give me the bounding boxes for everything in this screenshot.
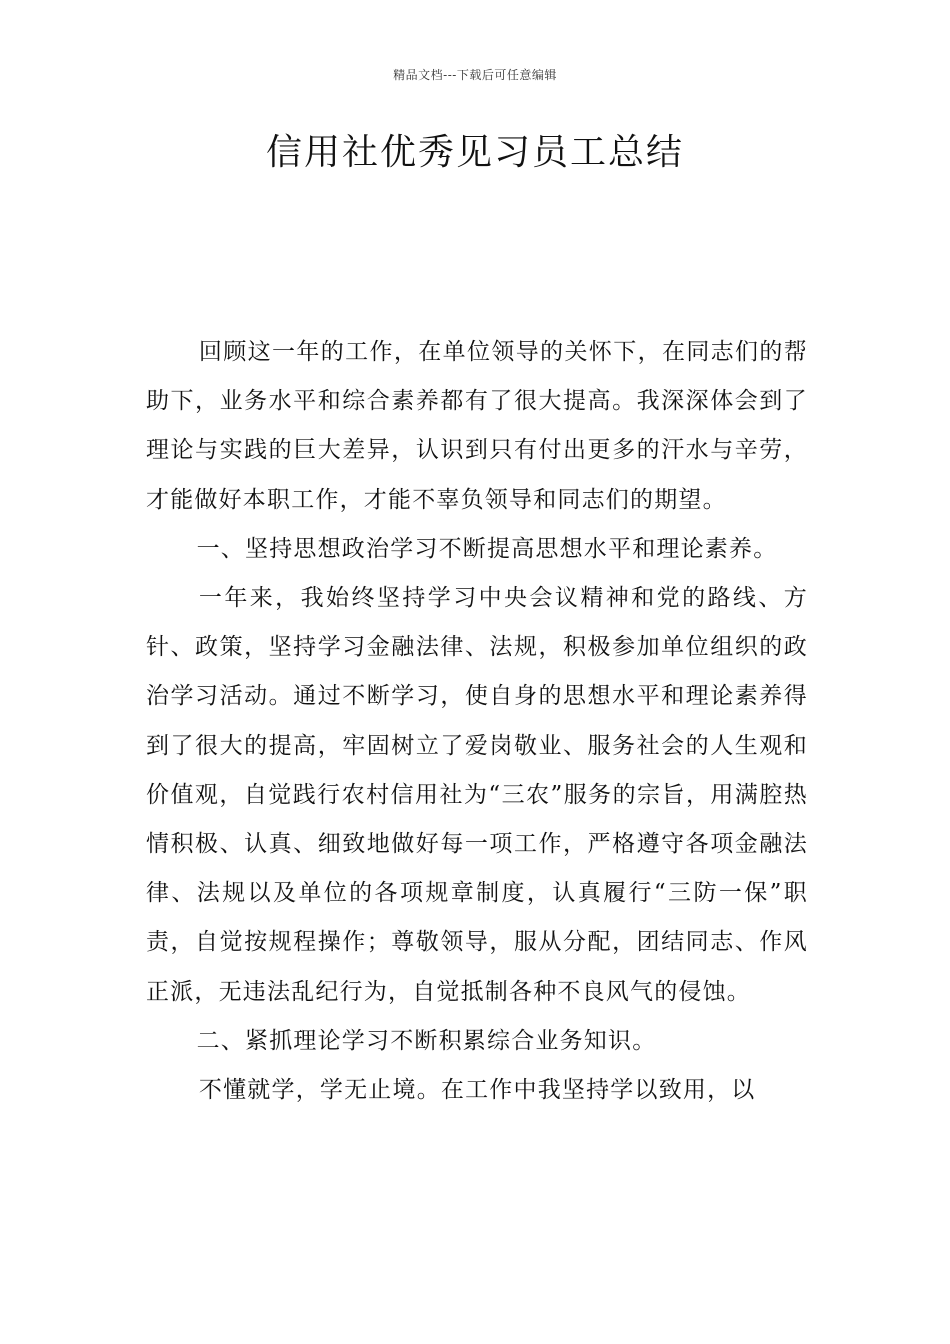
paragraph-section-2: 不懂就学，学无止境。在工作中我坚持学以致用，以: [198, 1077, 756, 1104]
document-title: 信用社优秀见习员工总结: [265, 132, 684, 173]
header-note: 精品文档---下载后可任意编辑: [393, 68, 557, 82]
section-heading-2: 二、紧抓理论学习不断积累综合业务知识。: [196, 1027, 657, 1054]
section-heading-1: 一、坚持思想政治学习不断提高思想水平和理论素养。: [196, 535, 778, 562]
document-body: [146, 328, 808, 1115]
paragraph-intro: 回顾这一年的工作，在单位领导的关怀下，在同志们的帮助下，业务水平和综合素养都有了很大提高。我深深体会到了理论与实践的巨大差异，认识到只有付出更多的汗水与辛劳，才能做好本职工作，才能不辜负领导和同志们的期望。: [146, 339, 808, 513]
paragraph-section-1: 一年来，我始终坚持学习中央会议精神和党的路线、方针、政策，坚持学习金融法律、法规，积极参加单位组织的政治学习活动。通过不断学习，使自身的思想水平和理论素养得到了很大的提高，牢固树立了爱岗敬业、服务社会的人生观和价值观，自觉践行农村信用社为“三农”服务的宗旨，用满腔热情积极、认真、细致地做好每一项工作，严格遵守各项金融法律、法规以及单位的各项规章制度，认真履行“三防一保”职责，自觉按规程操作；尊敬领导，服从分配，团结同志、作风正派，无违法乱纪行为，自觉抵制各种不良风气的侵蚀。: [146, 585, 808, 1005]
